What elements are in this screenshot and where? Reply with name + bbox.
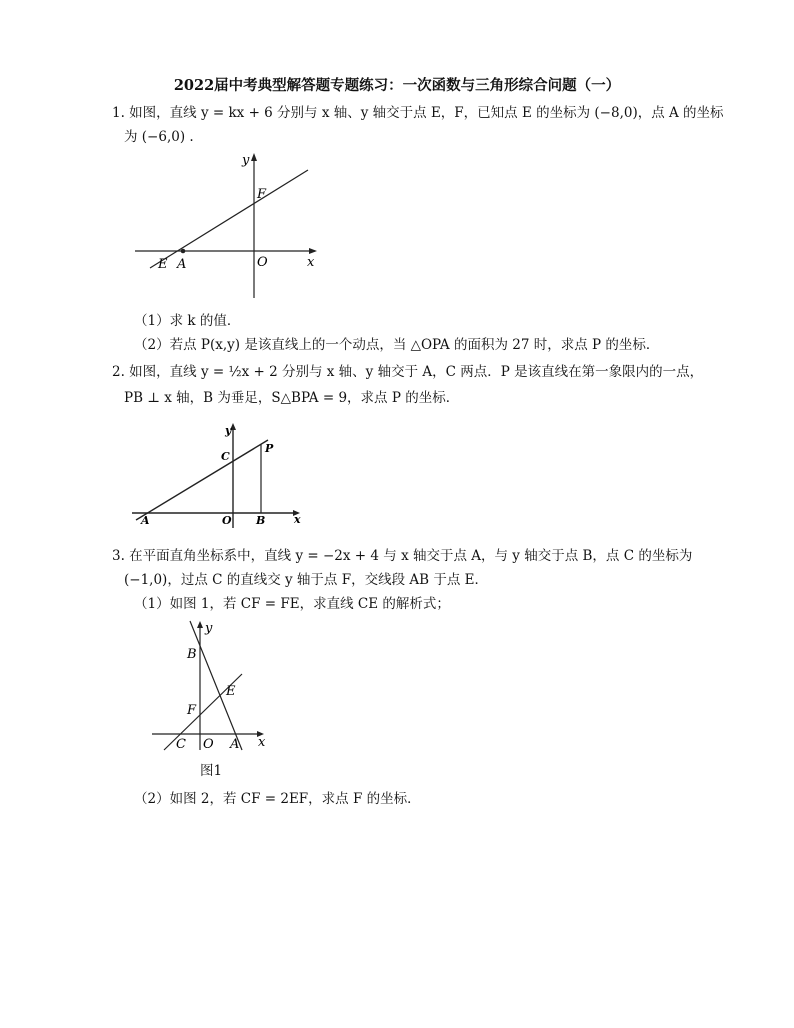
q2-figure xyxy=(128,420,313,530)
q1-line-ef xyxy=(150,170,308,268)
q1-label-f: F xyxy=(257,187,267,202)
q3-label-c: C xyxy=(176,737,186,752)
q3-y-arrow xyxy=(197,621,203,628)
q2-label-a: A xyxy=(141,514,150,527)
q1-text-line2: 为 (−6,0) . xyxy=(124,129,194,145)
q2-label-x: x xyxy=(294,513,301,526)
q3-figure-caption: 图1 xyxy=(200,763,223,779)
q3-text-line2: (−1,0)，过点 C 的直线交 y 轴于点 F，交线段 AB 于点 E． xyxy=(124,572,488,588)
q1-x-arrow xyxy=(309,248,317,254)
q3-label-b: B xyxy=(187,647,197,662)
q2-text-line2: PB ⊥ x 轴，B 为垂足，S△BPA = 9，求点 P 的坐标． xyxy=(124,390,460,406)
q2-label-y: y xyxy=(225,424,232,437)
q3-sub1: （1）如图 1，若 CF = FE，求直线 CE 的解析式； xyxy=(134,596,450,612)
q1-label-o: O xyxy=(257,255,268,270)
q2-label-o: O xyxy=(222,514,232,527)
q2-label-p: P xyxy=(265,442,274,455)
q3-label-y: y xyxy=(205,621,213,636)
q3-label-e: E xyxy=(226,684,236,699)
q3-text-line1: 3. 在平面直角坐标系中，直线 y = −2x + 4 与 x 轴交于点 A，与 y 轴交于点 B，点 C 的坐标为 xyxy=(112,548,693,564)
q1-label-y: y xyxy=(242,153,250,168)
q3-label-x: x xyxy=(258,735,266,750)
q1-sub2: （2）若点 P(x,y) 是该直线上的一个动点，当 △OPA 的面积为 27 时，求点 P 的坐标． xyxy=(134,337,660,353)
q1-label-e: E xyxy=(158,257,168,272)
q1-y-arrow xyxy=(251,153,257,161)
q2-label-b: B xyxy=(256,514,266,527)
q3-label-f: F xyxy=(187,703,197,718)
q2-text-line1: 2. 如图，直线 y = ½x + 2 分别与 x 轴、y 轴交于 A，C 两点．P 是该直线在第一象限内的一点， xyxy=(112,364,704,380)
q3-label-a: A xyxy=(230,737,240,752)
q1-label-x: x xyxy=(307,255,315,270)
q1-sub1: （1）求 k 的值． xyxy=(134,313,241,329)
q3-figure-1 xyxy=(150,616,275,756)
q3-label-o: O xyxy=(203,737,214,752)
page-title: 2022届中考典型解答题专题练习：一次函数与三角形综合问题（一） xyxy=(173,77,621,94)
q1-point-a xyxy=(181,249,186,254)
q1-figure xyxy=(130,148,330,303)
q1-text-line1: 1. 如图，直线 y = kx + 6 分别与 x 轴、y 轴交于点 E，F，已知点 E 的坐标为 (−8,0)，点 A 的坐标 xyxy=(112,105,724,121)
q1-label-a: A xyxy=(177,257,187,272)
q2-label-c: C xyxy=(221,450,230,463)
q3-sub2: （2）如图 2，若 CF = 2EF，求点 F 的坐标． xyxy=(134,791,421,807)
